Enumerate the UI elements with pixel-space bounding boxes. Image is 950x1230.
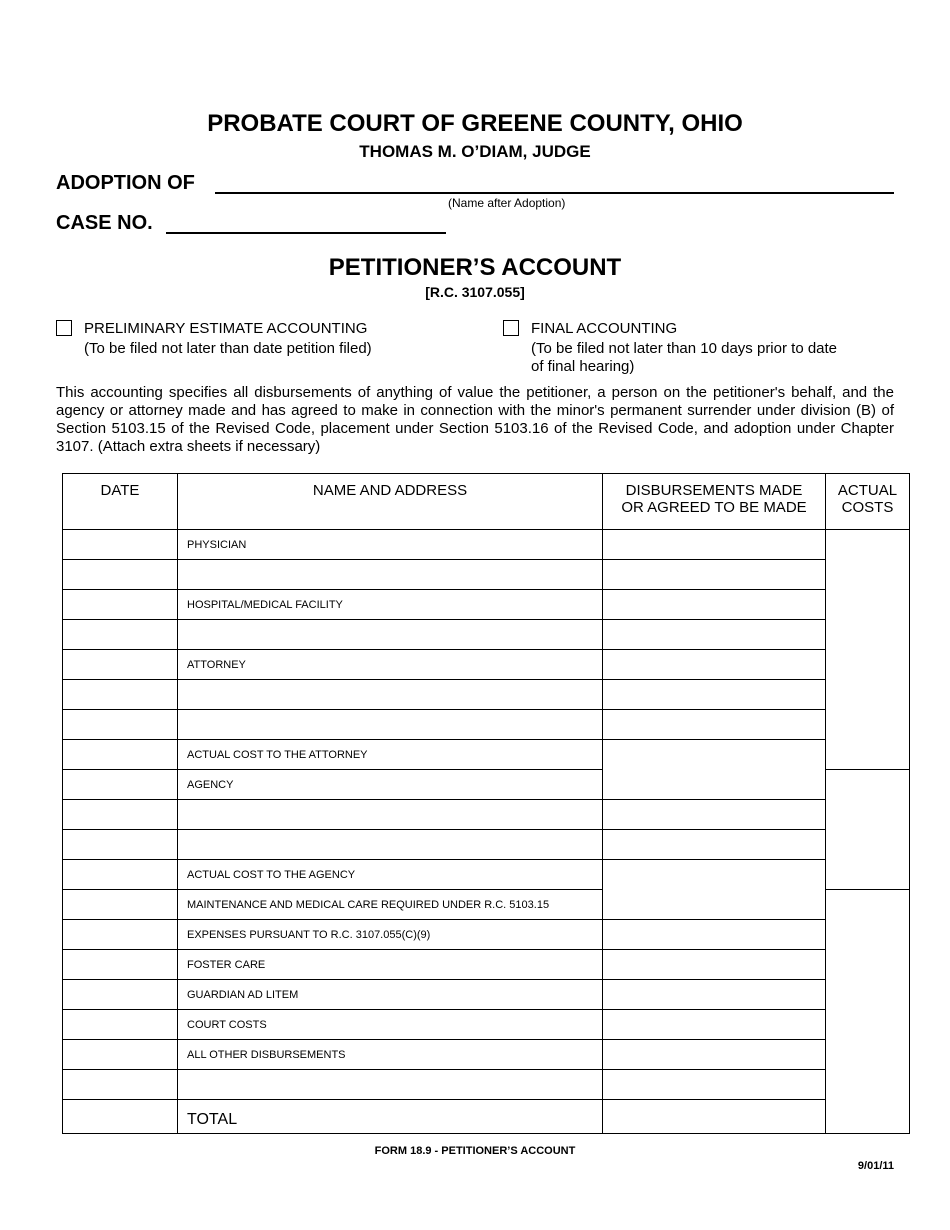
table-row — [63, 980, 910, 1010]
date-cell[interactable] — [63, 650, 178, 680]
row-label[interactable]: EXPENSES PURSUANT TO R.C. 3107.055(C)(9) — [178, 920, 603, 950]
table-row — [63, 950, 910, 980]
preliminary-estimate-note: (To be filed not later than date petition filed) — [84, 340, 372, 357]
preliminary-estimate-checkbox[interactable] — [56, 320, 72, 336]
date-cell[interactable] — [63, 740, 178, 770]
date-cell[interactable] — [63, 770, 178, 800]
column-header-date: DATE — [63, 474, 178, 530]
final-accounting-note-2: of final hearing) — [531, 358, 635, 375]
disbursement-cell[interactable] — [603, 710, 826, 740]
table-row — [63, 530, 910, 560]
date-cell[interactable] — [63, 530, 178, 560]
table-row — [63, 1010, 910, 1040]
disbursement-cell[interactable] — [603, 740, 826, 800]
column-header-name: NAME AND ADDRESS — [178, 474, 603, 530]
form-footer: FORM 18.9 - PETITIONER’S ACCOUNT — [374, 1145, 576, 1157]
row-label[interactable] — [178, 1070, 603, 1100]
row-label[interactable] — [178, 710, 603, 740]
table-row — [63, 920, 910, 950]
column-header-actual-costs — [826, 474, 910, 530]
date-cell[interactable] — [63, 560, 178, 590]
date-cell[interactable] — [63, 980, 178, 1010]
table-row — [63, 560, 910, 590]
table-row — [63, 680, 910, 710]
adoption-name-field[interactable] — [215, 192, 894, 194]
row-label[interactable] — [178, 800, 603, 830]
table-row — [63, 620, 910, 650]
disbursement-cell[interactable] — [603, 860, 826, 920]
adoption-label: ADOPTION OF — [56, 172, 195, 194]
disbursement-cell[interactable] — [603, 1010, 826, 1040]
table-row — [63, 800, 910, 830]
row-label[interactable]: ACTUAL COST TO THE AGENCY — [178, 860, 603, 890]
date-cell[interactable] — [63, 1040, 178, 1070]
table-row — [63, 740, 910, 770]
final-accounting-checkbox[interactable] — [503, 320, 519, 336]
row-label[interactable] — [178, 680, 603, 710]
table-row — [63, 1040, 910, 1070]
row-label[interactable]: ALL OTHER DISBURSEMENTS — [178, 1040, 603, 1070]
actual-cost-cell-attorney[interactable] — [826, 530, 910, 770]
date-cell[interactable] — [63, 590, 178, 620]
date-cell[interactable] — [63, 920, 178, 950]
disbursement-cell[interactable] — [603, 920, 826, 950]
column-header-disbursements — [603, 474, 826, 530]
table-row — [63, 830, 910, 860]
table-row — [63, 710, 910, 740]
disbursement-cell[interactable] — [603, 590, 826, 620]
column-header-actual-line-2: COSTS — [841, 499, 894, 516]
disbursement-cell[interactable] — [603, 980, 826, 1010]
disbursement-cell[interactable] — [603, 620, 826, 650]
judge-name: THOMAS M. O’DIAM, JUDGE — [359, 142, 591, 161]
date-cell[interactable] — [63, 890, 178, 920]
row-label[interactable]: COURT COSTS — [178, 1010, 603, 1040]
disbursement-cell[interactable] — [603, 950, 826, 980]
table-header-row — [63, 474, 910, 530]
date-cell[interactable] — [63, 680, 178, 710]
adoption-name-hint: (Name after Adoption) — [448, 196, 566, 210]
page-title: PETITIONER’S ACCOUNT — [328, 254, 622, 281]
court-title: PROBATE COURT OF GREENE COUNTY, OHIO — [207, 110, 743, 137]
date-cell[interactable] — [63, 830, 178, 860]
actual-cost-cell-agency[interactable] — [826, 770, 910, 890]
table-row — [63, 650, 910, 680]
date-cell[interactable] — [63, 1070, 178, 1100]
row-label[interactable]: MAINTENANCE AND MEDICAL CARE REQUIRED UNDER R.C. 5103.15 — [178, 890, 603, 920]
row-label[interactable] — [178, 830, 603, 860]
column-header-disbursements-line-2: OR AGREED TO BE MADE — [621, 499, 807, 516]
row-label[interactable]: HOSPITAL/MEDICAL FACILITY — [178, 590, 603, 620]
date-cell[interactable] — [63, 860, 178, 890]
disbursement-cell[interactable] — [603, 1040, 826, 1070]
row-label[interactable]: FOSTER CARE — [178, 950, 603, 980]
statute-reference: [R.C. 3107.055] — [425, 284, 525, 300]
row-label[interactable]: GUARDIAN AD LITEM — [178, 980, 603, 1010]
total-disbursement-cell[interactable] — [603, 1100, 826, 1134]
case-number-field[interactable] — [166, 232, 446, 234]
row-label[interactable] — [178, 620, 603, 650]
row-label[interactable]: PHYSICIAN — [178, 530, 603, 560]
preliminary-estimate-label: PRELIMINARY ESTIMATE ACCOUNTING — [84, 320, 368, 337]
row-label[interactable]: ACTUAL COST TO THE ATTORNEY — [178, 740, 603, 770]
table-row — [63, 590, 910, 620]
table-row — [63, 860, 910, 890]
disbursement-cell[interactable] — [603, 650, 826, 680]
total-label: TOTAL — [178, 1100, 603, 1134]
disbursement-cell[interactable] — [603, 800, 826, 830]
column-header-disbursements-line-1: DISBURSEMENTS MADE — [625, 482, 803, 499]
row-label[interactable] — [178, 560, 603, 590]
case-number-label: CASE NO. — [56, 212, 153, 234]
date-cell[interactable] — [63, 950, 178, 980]
date-cell[interactable] — [63, 710, 178, 740]
row-label[interactable]: ATTORNEY — [178, 650, 603, 680]
disbursement-table — [62, 473, 910, 1134]
date-cell[interactable] — [63, 800, 178, 830]
instructions-paragraph: This accounting specifies all disbursements of anything of value the petitioner, a person on the petitioner's behalf, and the agency or attorney made and has agreed to make in connection with the minor's permanent surrender under division (B) of Section 5103.15 of the Revised Code, placement under Section 5103.16 of the Revised Code, and adoption under Chapter 3107. (Attach extra sheets if necessary) — [56, 384, 894, 455]
disbursement-cell[interactable] — [603, 1070, 826, 1100]
final-accounting-label: FINAL ACCOUNTING — [531, 320, 678, 337]
total-row — [63, 1100, 910, 1134]
disbursement-cell[interactable] — [603, 830, 826, 860]
actual-cost-cell-other[interactable] — [826, 890, 910, 1134]
column-header-actual-line-1: ACTUAL — [837, 482, 898, 499]
disbursement-cell[interactable] — [603, 530, 826, 560]
disbursement-cell[interactable] — [603, 680, 826, 710]
table-row — [63, 1070, 910, 1100]
date-cell[interactable] — [63, 620, 178, 650]
row-label[interactable]: AGENCY — [178, 770, 603, 800]
disbursement-cell[interactable] — [603, 560, 826, 590]
date-cell[interactable] — [63, 1010, 178, 1040]
final-accounting-note: (To be filed not later than 10 days prior to date — [531, 340, 838, 357]
date-cell[interactable] — [63, 1100, 178, 1134]
form-revision-date: 9/01/11 — [857, 1160, 894, 1172]
